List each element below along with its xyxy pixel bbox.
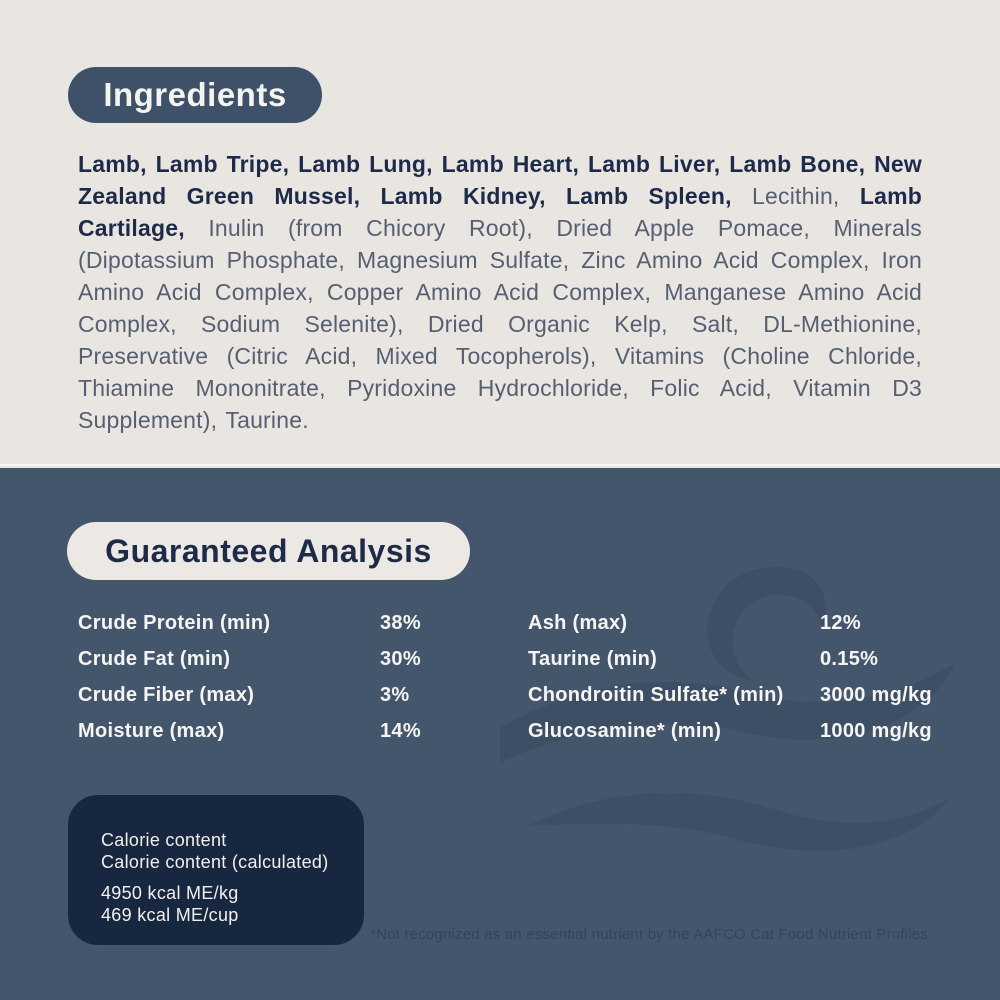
table-row <box>78 612 421 648</box>
nutrient-label: Crude Fat (min) <box>78 648 231 670</box>
ingredients-heading-pill <box>68 67 322 123</box>
calorie-content-title: Calorie content <box>101 830 227 850</box>
calorie-kcal-per-cup: 469 kcal ME/cup <box>101 905 239 925</box>
nutrient-label: Ash (max) <box>528 612 628 634</box>
calorie-content-subtitle: Calorie content (calculated) <box>101 852 329 872</box>
table-row <box>528 684 932 720</box>
nutrient-label: Moisture (max) <box>78 720 225 742</box>
table-row <box>78 720 421 756</box>
ingredients-paragraph <box>78 148 922 436</box>
guaranteed-analysis-heading: Guaranteed Analysis <box>105 532 432 569</box>
table-row <box>78 648 421 684</box>
table-row <box>528 612 932 648</box>
table-row <box>528 720 932 756</box>
table-row <box>78 684 421 720</box>
ingredients-regular-rest: Inulin (from Chicory Root), Dried Apple Pomace, Minerals (Dipotassium Phosphate, Magnesium Sulfate, Zinc Amino Acid Complex, Iron Amino Acid Complex, Copper Amino Acid Complex, Manganese Amino Acid Complex, Sodium Selenite), Dried Organic Kelp, Salt, DL-Methionine, Preservative (Citric Acid, Mixed Tocopherols), Vitamins (Choline Chloride, Thiamine Mononitrate, Pyridoxine Hydrochloride, Folic Acid, Vitamin D3 Supplement), Taurine. <box>78 215 922 433</box>
nutrient-label: Crude Protein (min) <box>78 612 271 634</box>
nutrient-label: Crude Fiber (max) <box>78 684 255 706</box>
ingredients-heading: Ingredients <box>103 76 287 113</box>
calorie-content-box <box>68 795 364 945</box>
nutrient-value: 38% <box>380 612 421 634</box>
guaranteed-analysis-heading-pill <box>67 522 470 580</box>
analysis-table-left-column <box>78 612 421 756</box>
nutrient-value: 3% <box>380 684 410 706</box>
ingredients-bold-cartilage: Lamb Cartilage, <box>78 183 922 241</box>
nutrient-value: 1000 mg/kg <box>820 720 932 742</box>
ingredients-bold-meats: Lamb, Lamb Tripe, Lamb Lung, Lamb Heart, Lamb Liver, Lamb Bone, New Zealand Green Mussel, Lamb Kidney, Lamb Spleen, <box>78 151 922 209</box>
spacer <box>101 873 364 882</box>
nutrient-label: Chondroitin Sulfate* (min) <box>528 684 784 706</box>
table-row <box>528 648 932 684</box>
nutrient-value: 12% <box>820 612 861 634</box>
nutrient-value: 30% <box>380 648 421 670</box>
nutrient-value: 0.15% <box>820 648 879 670</box>
aafco-footnote: *Not recognized as an essential nutrient by the AAFCO Cat Food Nutrient Profiles <box>370 926 928 943</box>
guaranteed-analysis-section <box>0 468 1000 1000</box>
nutrient-value: 14% <box>380 720 421 742</box>
calorie-kcal-per-kg: 4950 kcal ME/kg <box>101 883 239 903</box>
analysis-table-right-column <box>528 612 932 756</box>
ingredients-section <box>0 0 1000 466</box>
nutrient-label: Taurine (min) <box>528 648 658 670</box>
nutrient-value: 3000 mg/kg <box>820 684 932 706</box>
nutrient-label: Glucosamine* (min) <box>528 720 722 742</box>
ingredients-regular-lecithin: Lecithin, <box>731 183 860 209</box>
